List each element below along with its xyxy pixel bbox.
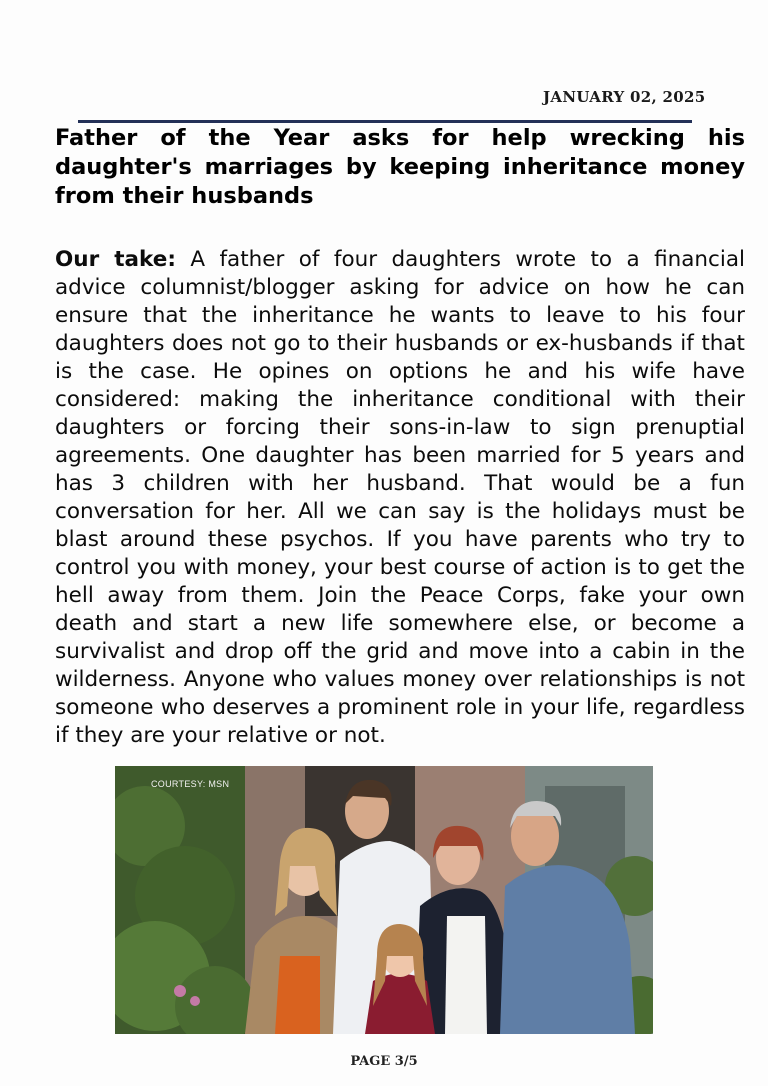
article-date: JANUARY 02, 2025: [543, 88, 706, 106]
article-body-text: A father of four daughters wrote to a financial advice columnist/blogger asking for advice on how he can ensure that the inheritance he wants to leave to his four daughters does not go to their husbands or ex-husbands if that is the case. He opines on options he and his wife have considered: making the inheritance conditional with their daughters or forcing their sons-in-law to sign prenuptial agreements. One daughter has been married for 5 years and has 3 children with her husband. That would be a fun conversation for her. All we can say is the holidays must be blast around these psychos. If you have parents who try to control you with money, your best course of action is to get the hell away from them. Join the Peace Corps, fake your own death and start a new life somewhere else, or become a survivalist and drop off the grid and move into a cabin in the wilderness. Anyone who values money over relationships is not someone who deserves a prominent role in your life, regardless if they are your relative or not.: [55, 247, 745, 748]
header-rule: [78, 120, 692, 123]
family-photo: [115, 766, 653, 1034]
article-headline: Father of the Year asks for help wrecking his daughter's marriages by keeping inheritance money from their husbands: [55, 125, 745, 209]
photo-credit: COURTESY: MSN: [151, 779, 230, 789]
page-number: PAGE 3/5: [350, 1054, 418, 1069]
article-body: [55, 246, 745, 750]
our-take-label: Our take:: [55, 247, 176, 272]
